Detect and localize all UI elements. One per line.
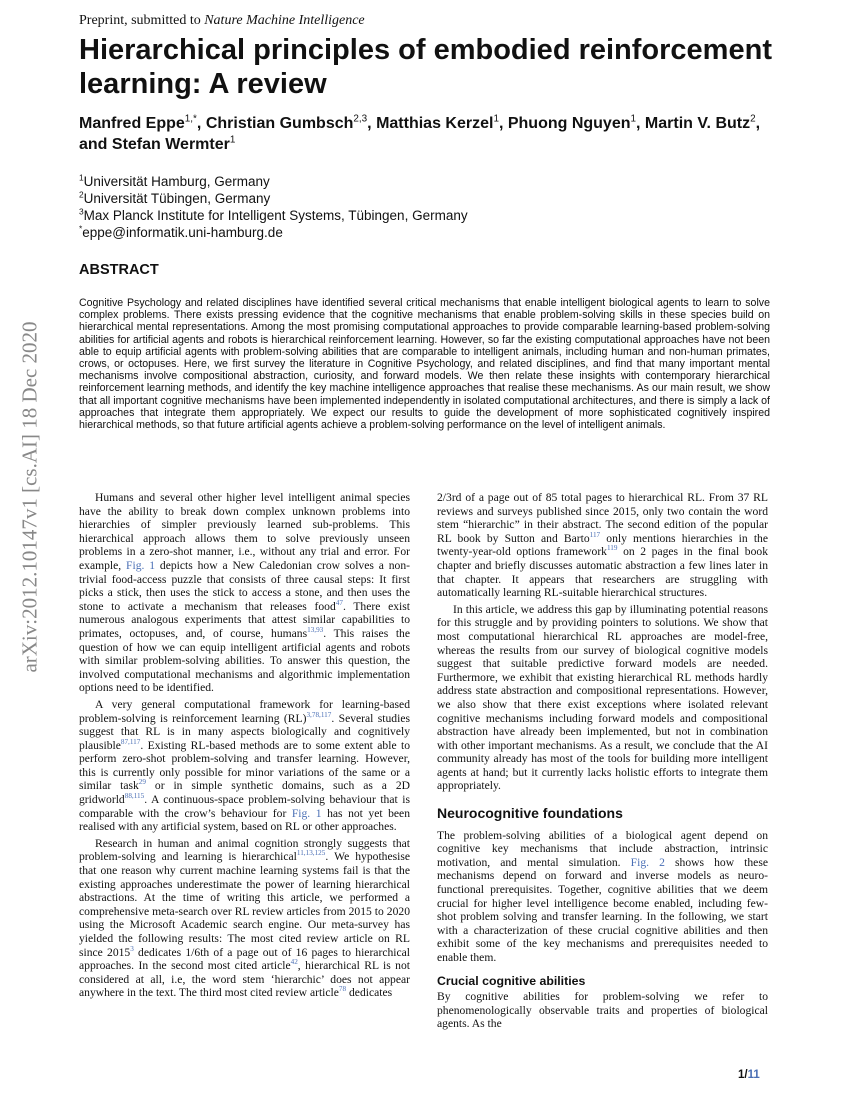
author-name: Christian Gumbsch xyxy=(205,115,354,132)
affiliation-mark: 3 xyxy=(79,206,84,217)
text-run: A very general computational framework for learning-based problem-solving is reinforcement learning (RL) xyxy=(79,697,410,725)
body-paragraph xyxy=(437,990,768,1031)
citation[interactable]: 3,78,117 xyxy=(306,710,332,719)
left-column xyxy=(79,491,410,1003)
author-separator: , xyxy=(367,115,377,132)
body-paragraph xyxy=(79,698,410,834)
abstract-heading: ABSTRACT xyxy=(79,262,159,278)
citation[interactable]: 29 xyxy=(138,778,146,787)
affiliation-line xyxy=(79,173,468,190)
text-run: . There exist numerous analogous experiments that attest similar capabilities to primates, octopuses, and, of course, humans xyxy=(79,599,410,640)
citation[interactable]: 42 xyxy=(290,958,298,967)
affiliation-mark: 2 xyxy=(79,189,84,200)
author-separator: , and xyxy=(79,115,761,153)
citation[interactable]: 87,117 xyxy=(120,737,141,746)
affiliation-line xyxy=(79,190,468,207)
text-run: In this article, we address this gap by illuminating potential reasons for this struggle and by providing pointers to solutions. We show that most computational hierarchical RL approaches are model-free, whereas the results from our survey of biological cognitive models suggest that suitable predictive forward models are needed. Furthermore, we exhibit that existing hierarchical RL methods hardly address state abstraction and compositional representations. However, we also show that there exist exceptions where isolated relevant cognitive mechanisms including forward models and compositional abstraction have already been implemented, but not in combination with other important mechanisms. As a result, we conclude that the AI community already has most of the tools for building more intelligent agents at hand; but it currently lacks holistic efforts to integrate them appropriately. xyxy=(437,602,768,793)
affiliation-mark: * xyxy=(79,223,83,234)
author-separator: , xyxy=(636,115,645,132)
text-run: . Existing RL-based methods are to some extent able to perform zero-shot problem-solving and transfer learning. However, this is currently only possible for minor variations of the same or a similar task xyxy=(79,738,410,793)
author-name: Phuong Nguyen xyxy=(507,115,631,132)
figure-reference[interactable]: Fig. 1 xyxy=(291,806,322,820)
affiliation-text: eppe@informatik.uni-hamburg.de xyxy=(82,225,283,240)
text-run: . A continuous-space problem-solving behaviour that is comparable with the crow’s behaviour for xyxy=(79,793,410,820)
citation[interactable]: 119 xyxy=(606,544,618,553)
subsection-heading: Crucial cognitive abilities xyxy=(437,973,586,988)
author-affiliation-mark: 1,* xyxy=(184,113,197,125)
body-paragraph xyxy=(79,837,410,1000)
preprint-header xyxy=(79,13,365,29)
text-run: has not yet been realised with any artificial system, based on RL or other approaches. xyxy=(79,806,410,834)
figure-reference[interactable]: Fig. 2 xyxy=(630,855,665,869)
text-run: Humans and several other higher level intelligent animal species have the ability to break down complex unknown problems into hierarchies of simpler previously learned sub-problems. This hierarchical approach allows them to solve previously unseen problems in a zero-shot manner, i.e., without any trial and error. For example, xyxy=(79,491,410,572)
text-run: only mentions hierarchies in the twenty-year-old options framework xyxy=(437,531,768,559)
author-name: Stefan Wermter xyxy=(111,136,230,153)
figure-reference[interactable]: Fig. 1 xyxy=(126,558,156,572)
citation[interactable]: 78 xyxy=(338,985,347,994)
text-run: By cognitive abilities for problem-solving we refer to phenomenologically observable traits and properties of biological agents. As the xyxy=(437,990,768,1031)
text-run: , hierarchical RL is not considered at all, i.e, the word stem ‘hierarchic’ does not appear anywhere in the text. The third most cited review article xyxy=(79,959,410,1000)
author-affiliation-mark: 1 xyxy=(493,113,499,125)
text-run: depicts how a New Caledonian crow solves a non-trivial food-access puzzle that consists of three causal steps: It first picks a stick, then uses the stick to access a stone, and then uses the stone to activate a mechanism that releases food xyxy=(79,558,410,613)
text-run: or in simple synthetic domains, such as a 2D gridworld xyxy=(79,779,410,807)
right-column xyxy=(437,491,768,1034)
section-heading: Neurocognitive foundations xyxy=(437,805,623,822)
arxiv-identifier: arXiv:2012.10147v1 [cs.AI] 18 Dec 2020 xyxy=(17,321,42,673)
citation[interactable]: 117 xyxy=(589,530,601,539)
affiliation-mark: 1 xyxy=(79,172,84,183)
affiliation-line xyxy=(79,224,468,241)
text-run: Research in human and animal cognition strongly suggests that problem-solving and learning is hierarchical xyxy=(79,836,410,864)
text-run: 2/3rd of a page out of 85 total pages to hierarchical RL. From 37 RL reviews and surveys published since 2015, only two contain the word stem “hierarchic” in their abstract. The second edition of the popular RL book by Sutton and Barto xyxy=(437,491,768,545)
text-run: dedicates xyxy=(346,986,393,1000)
text-run: . Several studies suggest that RL is in many aspects biologically and cognitively plausible xyxy=(79,711,410,752)
author-affiliation-mark: 1 xyxy=(229,134,236,146)
text-run: dedicates 1/6th of a page out of 16 pages to hierarchical approaches. In the second most cited article xyxy=(79,945,410,973)
author-affiliation-mark: 1 xyxy=(630,113,637,125)
preprint-prefix: Preprint, submitted to xyxy=(79,13,205,28)
current-page: 1 xyxy=(738,1069,745,1081)
arxiv-stamp xyxy=(10,297,50,697)
author-separator: , xyxy=(196,115,206,132)
body-paragraph xyxy=(437,603,768,793)
page-number xyxy=(738,1069,760,1081)
citation[interactable]: 11,13,125 xyxy=(296,849,326,858)
citation[interactable]: 47 xyxy=(335,598,343,607)
page-separator: / xyxy=(744,1069,748,1081)
text-run: shows how these mechanisms depend on forward and inverse models as neuro-functional prerequisites. Together, cognitive abilities that we deem crucial for higher level intelligence become enabled, including few-shot problem solving and transfer learning. In the following, we start with a characterization of these crucial cognitive abilities and then exhibit some of the key mechanisms and prerequisites needed to enable them. xyxy=(437,855,768,964)
affiliation-text: Universität Hamburg, Germany xyxy=(83,174,270,189)
author-affiliation-mark: 2 xyxy=(750,113,756,125)
author-affiliation-mark: 2,3 xyxy=(353,113,368,125)
affiliation-text: Universität Tübingen, Germany xyxy=(83,191,271,206)
abstract-text: Cognitive Psychology and related disciplines have identified several critical mechanisms that enable intelligent biological agents to learn to solve complex problems. There exists pressing evidence that the cognitive mechanisms that enable problem-solving skills in these species build on hierarchical mental representations. Among the most promising computational approaches to provide comparable learning-based problem-solving abilities for artificial agents and robots is hierarchical reinforcement learning. However, so far the existing computational approaches have not been able to equip artificial agents with problem-solving abilities that are comparable to intelligent animals, including human and non-human primates, crows, or octopuses. Here, we first survey the literature in Cognitive Psychology, and related disciplines, and find that many important mental mechanisms involve compositional abstraction, curiosity, and forward models. We then relate these insights with contemporary hierarchical reinforcement learning methods, and identify the key machine intelligence approaches that realise these mechanisms. As our main result, we show that all important cognitive mechanisms have been implemented independently in isolated computational architectures, and there is simply a lack of approaches that integrate them appropriately. We expect our results to guide the development of more sophisticated cognitively inspired hierarchical methods, so that future artificial agents achieve a problem-solving performance on the level of intelligent animals. xyxy=(79,297,770,432)
paper-title: Hierarchical principles of embodied reinforcement learning: A review xyxy=(79,34,772,100)
body-paragraph xyxy=(437,491,768,600)
text-run: on 2 pages in the final book chapter and briefly discusses automatic abstraction a few lines later in that chapter. It appears that researchers are struggling with automatically learning RL-suitable hierarchical structures. xyxy=(437,545,768,600)
journal-name: Nature Machine Intelligence xyxy=(204,13,365,28)
text-run: The problem-solving abilities of a biological agent depend on cognitive key mechanisms that include abstraction, intrinsic motivation, and mental simulation. xyxy=(437,828,768,869)
text-run: . This raises the question of how we can equip intelligent artificial agents and robots with similar problem-solving abilities. To answer this question, the involved computational mechanisms and algorithmic implementation options need to be identified. xyxy=(79,626,411,695)
author-list xyxy=(79,113,769,155)
author-name: Martin V. Butz xyxy=(644,115,751,132)
body-paragraph xyxy=(79,491,410,695)
author-separator: , xyxy=(498,115,508,132)
citation[interactable]: 3 xyxy=(130,944,134,953)
total-pages: 11 xyxy=(747,1069,760,1081)
affiliation-text: Max Planck Institute for Intelligent Systems, Tübingen, Germany xyxy=(83,208,468,223)
affiliations xyxy=(79,173,468,241)
citation[interactable]: 88,115 xyxy=(124,792,145,801)
citation[interactable]: 13,93 xyxy=(307,626,324,635)
author-name: Manfred Eppe xyxy=(79,115,185,132)
author-name: Matthias Kerzel xyxy=(376,115,494,132)
body-paragraph xyxy=(437,829,768,965)
affiliation-line xyxy=(79,207,468,224)
text-run: . We hypothesise that one reason why current machine learning systems fail is that the existing approaches underestimate the power of learning hierarchical abstractions. At the time of writing this article, we performed a comprehensive meta-search over RL review articles from 2015 to 2020 using the Microsoft Academic search engine. Our meta-survey has yielded the following results: The most cited review article on RL since 2015 xyxy=(79,850,411,959)
